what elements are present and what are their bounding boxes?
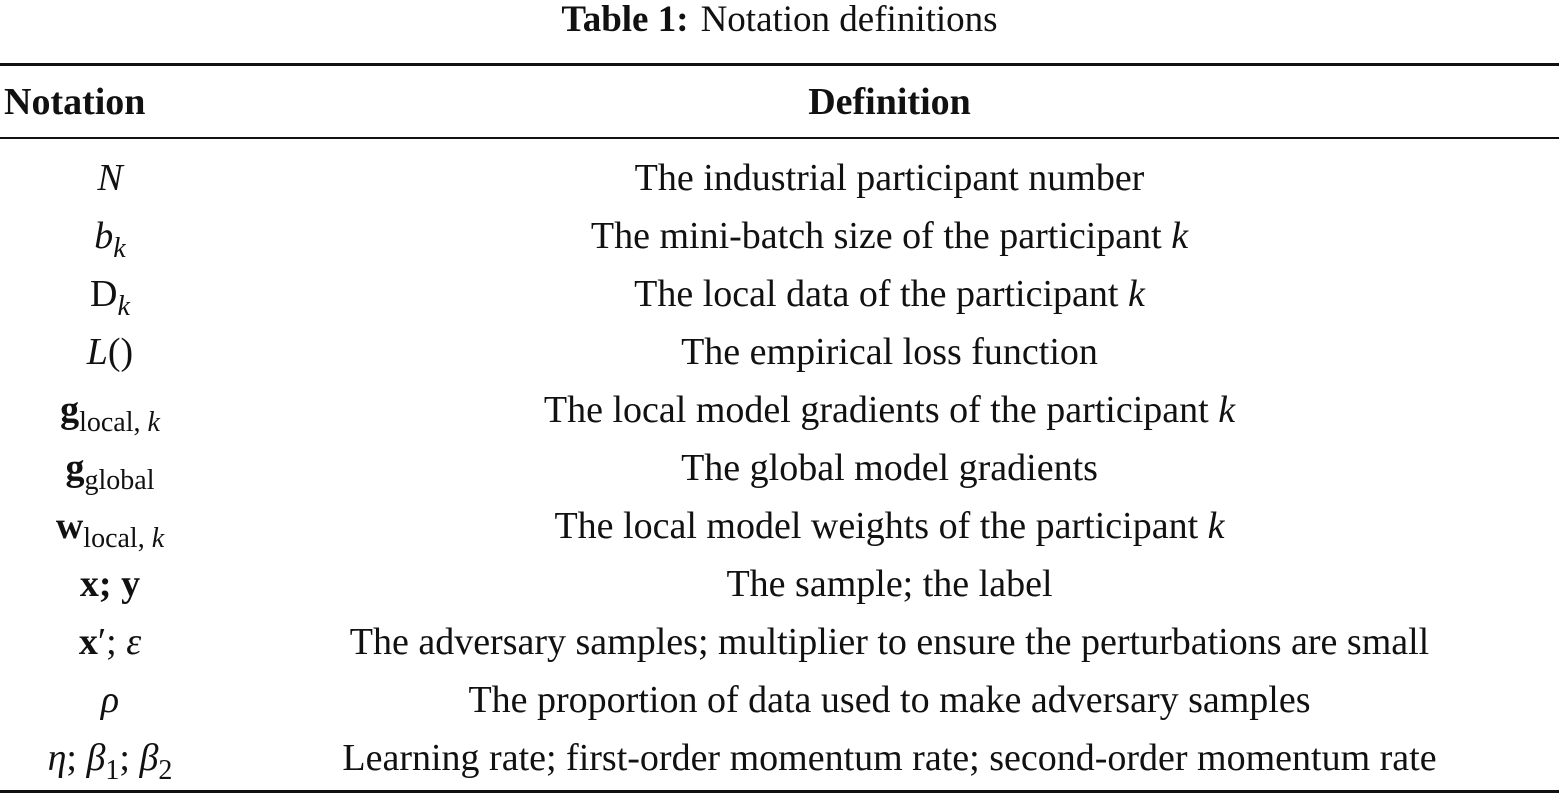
definition-cell-segment: The adversary samples; multiplier to ensure the perturbations are small [349, 621, 1430, 663]
notation-cell [0, 730, 220, 788]
definition-cell-segment: k [1127, 273, 1145, 315]
table-header-rule [0, 137, 1559, 139]
definition-cell-segment: The proportion of data used to make adversary samples [468, 679, 1311, 721]
definition-cell [220, 324, 1559, 382]
notation-cell-segment: b [94, 215, 114, 257]
table-row [0, 614, 1559, 672]
notation-cell [0, 150, 220, 208]
notation-cell-segment: k [113, 233, 126, 264]
definition-cell [220, 266, 1559, 324]
notation-cell [0, 498, 220, 556]
definition-cell-segment: The local model weights of the participant [554, 505, 1208, 547]
notation-cell-segment: x [79, 563, 99, 605]
notation-cell-segment: local, [83, 523, 152, 554]
definition-cell-segment: k [1218, 389, 1236, 431]
table-row [0, 266, 1559, 324]
notation-cell-segment: ; [66, 737, 87, 779]
header-definition: Definition [808, 81, 971, 123]
definition-cell-segment: k [1207, 505, 1225, 547]
table-row [0, 440, 1559, 498]
notation-cell-segment: g [60, 389, 80, 431]
notation-cell-segment: ε [126, 621, 142, 663]
notation-cell-segment: k [147, 407, 160, 438]
table-bottom-rule [0, 790, 1559, 793]
definition-cell-segment: The empirical loss function [681, 331, 1098, 373]
definition-cell [220, 208, 1559, 266]
table-row [0, 556, 1559, 614]
notation-cell-segment: 2 [158, 755, 173, 786]
notation-cell-segment: ; [119, 737, 140, 779]
notation-cell-segment: N [97, 157, 123, 199]
notation-cell-segment: k [151, 523, 165, 554]
notation-cell [0, 556, 220, 614]
table-header-row [0, 68, 1559, 136]
notation-cell [0, 440, 220, 498]
definition-cell-segment: The local model gradients of the participant [543, 389, 1219, 431]
definition-cell [220, 498, 1559, 556]
definition-cell-segment: The global model gradients [681, 447, 1098, 489]
notation-cell [0, 208, 220, 266]
notation-cell-segment: global [84, 465, 155, 496]
notation-cell-segment: () [107, 331, 134, 373]
notation-cell-segment: D [90, 273, 118, 315]
definition-cell [220, 150, 1559, 208]
notation-cell [0, 672, 220, 730]
definition-cell-segment: The local data of the participant [634, 273, 1128, 315]
definition-cell-segment: The mini-batch size of the participant [590, 215, 1172, 257]
notation-cell-segment: k [117, 291, 130, 322]
notation-cell [0, 324, 220, 382]
definition-cell [220, 730, 1559, 788]
table-row [0, 730, 1559, 788]
notation-cell-segment: β [139, 737, 159, 779]
definition-cell-segment: Learning rate; first-order momentum rate; second-order momentum rate [342, 737, 1437, 779]
notation-cell-segment: η [47, 737, 67, 779]
notation-cell [0, 614, 220, 672]
notation-cell-segment: w [55, 505, 84, 547]
definition-cell [220, 382, 1559, 440]
notation-cell-segment: ; [98, 563, 122, 605]
definition-cell-segment: The sample; the label [726, 563, 1053, 605]
notation-cell-segment: 1 [105, 755, 120, 786]
table-row [0, 382, 1559, 440]
notation-cell [0, 382, 220, 440]
definition-cell [220, 614, 1559, 672]
table-top-rule [0, 63, 1559, 66]
notation-cell-segment: g [65, 447, 85, 489]
table-row [0, 150, 1559, 208]
definition-cell [220, 440, 1559, 498]
notation-cell-segment: ; [106, 621, 127, 663]
notation-cell-segment: β [86, 737, 106, 779]
table-caption-text: Notation definitions [700, 0, 998, 40]
table-caption-label: Table 1: [561, 0, 689, 40]
table-body [0, 150, 1559, 788]
notation-cell-segment: y [121, 563, 141, 605]
notation-cell-segment: local, [79, 407, 148, 438]
header-notation: Notation [4, 81, 146, 123]
definition-cell-segment: The industrial participant number [634, 157, 1145, 199]
table-row [0, 208, 1559, 266]
definition-cell-segment: k [1171, 215, 1189, 257]
notation-cell [0, 266, 220, 324]
definition-cell [220, 672, 1559, 730]
notation-cell-segment: ρ [100, 679, 120, 721]
definition-cell [220, 556, 1559, 614]
notation-cell-segment: ′ [97, 621, 107, 663]
table-row [0, 498, 1559, 556]
table-row [0, 324, 1559, 382]
notation-cell-segment: x [78, 621, 98, 663]
table-caption [0, 0, 1559, 48]
table-row [0, 672, 1559, 730]
notation-cell-segment: L [86, 331, 108, 373]
